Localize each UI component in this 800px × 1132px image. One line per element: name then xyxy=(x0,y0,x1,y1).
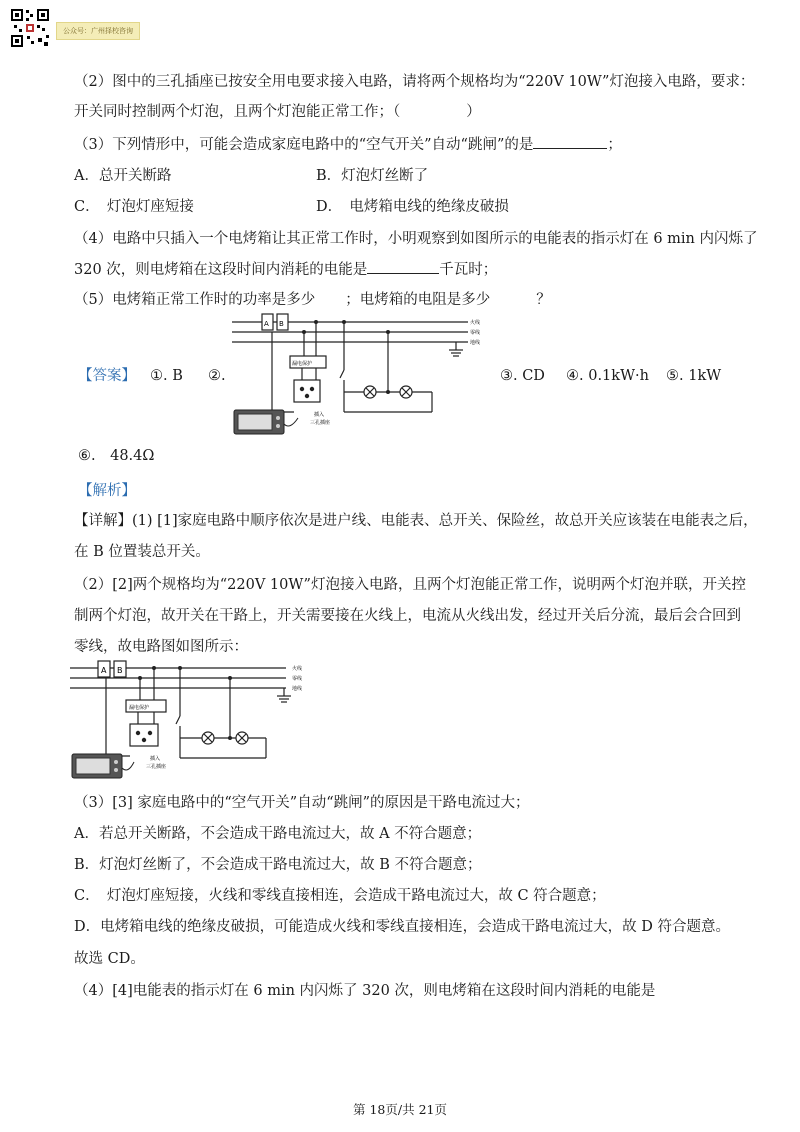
analysis-p3-line: （3）[3] 家庭电路中的“空气开关”自动“跳闸”的原因是干路电流过大； xyxy=(74,795,530,811)
q4-line1: （4）电路中只插入一个电烤箱让其正常工作时，小明观察到如图所示的电能表的指示灯在 6 min 内闪烁了 xyxy=(74,231,758,247)
answer-3: ③. CD xyxy=(500,368,545,384)
analysis-p2-line3: 零线，故电路图如图所示： xyxy=(74,639,248,655)
analysis-p3-b: B．灯泡灯丝断了，不会造成干路电流过大，故 B 不符合题意； xyxy=(74,857,482,873)
answer-2: ②. xyxy=(208,368,226,384)
svg-text:火线: 火线 xyxy=(292,666,303,672)
qr-code-image xyxy=(10,8,50,48)
q2-line1: （2）图中的三孔插座已按安全用电要求接入电路，请将两个规格均为“220V 10W”灯泡接入电路，要求： xyxy=(74,74,755,90)
header-banner: 公众号：广州择校咨询 xyxy=(56,22,140,40)
svg-text:漏电保护: 漏电保护 xyxy=(292,361,313,367)
svg-text:三孔插座: 三孔插座 xyxy=(146,764,167,770)
answer-6: ⑥. 48.4Ω xyxy=(78,448,155,464)
svg-text:零线: 零线 xyxy=(470,330,481,336)
analysis-p3-c: C． 灯泡灯座短接，火线和零线直接相连，会造成干路电流过大，故 C 符合题意； xyxy=(74,888,606,904)
option-b: B．灯泡灯丝断了 xyxy=(316,168,429,184)
answer-4: ④. 0.1kW·h xyxy=(566,368,649,384)
circuit-diagram-answer xyxy=(232,312,492,440)
svg-text:插入: 插入 xyxy=(314,412,325,418)
svg-text:三孔插座: 三孔插座 xyxy=(310,420,331,426)
svg-text:A: A xyxy=(264,320,269,328)
analysis-p1-line1: 【详解】(1) [1]家庭电路中顺序依次是进户线、电能表、总开关、保险丝，故总开关应该装在电能表之后， xyxy=(74,513,758,529)
option-c: C． 灯泡灯座短接 xyxy=(74,199,194,215)
svg-text:地线: 地线 xyxy=(470,340,481,346)
option-d: D． 电烤箱电线的绝缘皮破损 xyxy=(316,199,509,215)
q5-line: （5）电烤箱正常工作时的功率是多少 ；电烤箱的电阻是多少 ？ xyxy=(74,292,551,308)
answer-5: ⑤. 1kW xyxy=(666,368,722,384)
q4-line2: 320 次，则电烤箱在这段时间内消耗的电能是 千瓦时； xyxy=(74,259,497,280)
svg-text:火线: 火线 xyxy=(470,320,481,326)
circuit-diagram-analysis xyxy=(70,660,350,782)
page-number: 第 18页/共 21页 xyxy=(353,1102,447,1117)
svg-text:零线: 零线 xyxy=(292,676,303,682)
option-a: A．总开关断路 xyxy=(74,168,172,184)
oven-image xyxy=(72,754,134,778)
q2-line2: 开关同时控制两个灯泡，且两个灯泡能正常工作；（ ） xyxy=(74,104,481,120)
analysis-p2-line2: 制两个灯泡，故开关在干路上，开关需要接在火线上，电流从火线出发，经过开关后分流，最后会合回到 xyxy=(74,608,741,624)
answer-1: ①. B xyxy=(150,368,183,384)
analysis-p3-d: D．电烤箱电线的绝缘皮破损，可能造成火线和零线直接相连，会造成干路电流过大，故 D 符合题意。 xyxy=(74,919,730,935)
analysis-p3-a: A．若总开关断路，不会造成干路电流过大，故 A 不符合题意； xyxy=(74,826,482,842)
svg-text:地线: 地线 xyxy=(292,686,303,692)
svg-text:漏电保护: 漏电保护 xyxy=(129,705,150,711)
answer-label: 【答案】 xyxy=(78,368,136,384)
svg-text:B: B xyxy=(279,320,284,328)
analysis-p1-line2: 在 B 位置装总开关。 xyxy=(74,544,210,560)
oven-image xyxy=(234,410,298,434)
svg-text:B: B xyxy=(117,666,123,675)
q3-line: （3）下列情形中，可能会造成家庭电路中的“空气开关”自动“跳闸”的是 ； xyxy=(74,134,622,155)
analysis-p3-end: 故选 CD。 xyxy=(74,951,145,967)
svg-text:A: A xyxy=(101,666,107,675)
analysis-p4-line: （4）[4]电能表的指示灯在 6 min 内闪烁了 320 次，则电烤箱在这段时间内消耗的电能是 xyxy=(74,983,656,999)
analysis-p2-line1: （2）[2]两个规格均为“220V 10W”灯泡接入电路，且两个灯泡能正常工作，说明两个灯泡并联，开关控 xyxy=(74,577,746,593)
analysis-label: 【解析】 xyxy=(78,483,136,499)
svg-text:插入: 插入 xyxy=(150,756,161,762)
